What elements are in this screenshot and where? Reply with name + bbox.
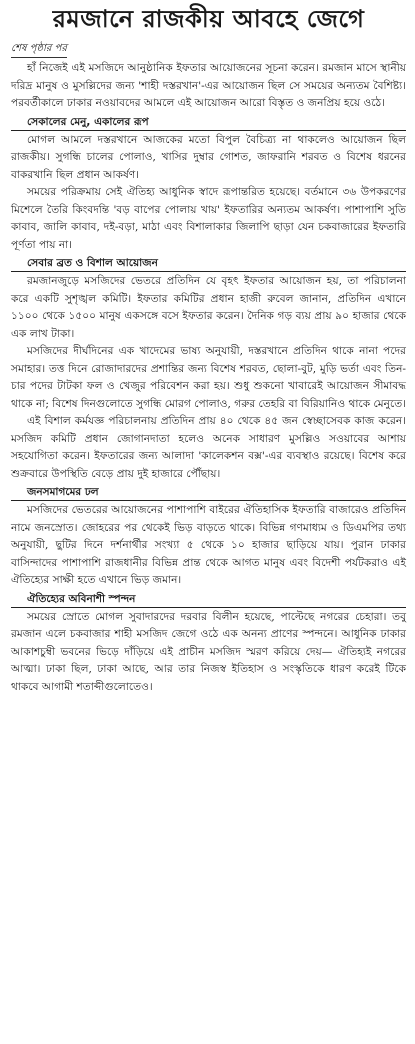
body-paragraph: মসজিদের দীর্ঘদিনের এক খাদেমের ভাষ্য অনুযায়ী, দস্তরখানে প্রতিদিন থাকে নানা পদের সমাহার। তত্ত দিনে রোজাদারদের প্রশান্তির জন্য বিশেষ শরবত, ছোলা-বুট, মুড়ি ভর্তা এবং তিন-চার পদের টাটকা ফল ও খেজুর পরিবেশন করা হয়। শুধু শুকনো খাবারেই আয়োজন সীমাবদ্ধ থাকে না; বিশেষ দিনগুলোতে সুগন্ধি মোরগ পোলাও, গরুর তেহরি বা বিরিয়ানিও থাকে মেনুতে। <box>11 345 406 410</box>
section-heading-heritage: ঐতিহ্যের অবিনাশী স্পন্দন <box>11 591 406 608</box>
article-headline: রমজানে রাজকীয় আবহে জেগে <box>52 5 365 33</box>
body-paragraph: সময়ের স্রোতে মোগল সুবাদারদের দরবার বিলীন হয়েছে, পাল্টেছে নগরের চেহারা। তবু রমজান এলে চকবাজার শাহী মসজিদ জেগে ওঠে এক অনন্য প্রাণের স্পন্দনে। আধুনিক ঢাকার আকাশচুম্বী ভবনের ভিড়ে দাঁড়িয়ে এই প্রাচীন মসজিদ স্মরণ করিয়ে দেয়— ঐতিহ্যই নগরের আত্মা। ঢাকা ছিল, ঢাকা আছে, আর তার নিজস্ব ইতিহাস ও সংস্কৃতিকে ধারণ করেই টিকে থাকবে আগামী শতাব্দীগুলোতেও। <box>11 610 406 693</box>
section-heading-service: সেবার ব্রত ও বিশাল আয়োজন <box>11 255 406 272</box>
body-paragraph: এই বিশাল কর্মযজ্ঞ পরিচালনায় প্রতিদিন প্রায় ৪০ থেকে ৪৫ জন স্বেচ্ছাসেবক কাজ করেন। মসজিদ কমিটি প্রধান জোগানদাতা হলেও অনেক সাধারণ মুসল্লিও সওয়াবের আশায় সহযোগিতা করেন। ইফতারের জন্য আলাদা 'কালেকশন বক্স'-এর ব্যবস্থাও রয়েছে। বিশেষ করে শুক্রবারে উপস্থিতি বেড়ে প্রায় দুই হাজারে পৌঁছায়। <box>11 415 406 480</box>
intro-paragraph: হাঁ নিজেই এই মসজিদে আনুষ্ঠানিক ইফতার আয়োজনের সূচনা করেন। রমজান মাসে স্থানীয় দরিদ্র মানুষ ও মুসল্লিদের জন্য 'শাহী দস্তরখান'-এর আয়োজন ছিল সে সময়ের অন্যতম বৈশিষ্ট্য। পরবর্তীকালে ঢাকার নওয়াবদের আমলে এই আয়োজন আরো বিস্তৃত ও জনপ্রিয় হয়ে ওঠে। <box>11 62 406 109</box>
continued-from-label: শেষ পৃষ্ঠার পর <box>11 42 67 58</box>
body-paragraph: মসজিদের ভেতরের আয়োজনের পাশাপাশি বাইরের ঐতিহাসিক ইফতারি বাজারেও প্রতিদিন নামে জনস্রোত। জোহরের পর থেকেই ভিড় বাড়তে থাকে। বিভিন্ন গণমাধ্যম ও ডিএমপির তথ্য অনুযায়ী, ছুটির দিনে দর্শনার্থীর সংখ্যা ৫ থেকে ১০ হাজার ছাড়িয়ে যায়। পুরান ঢাকার বাসিন্দাদের পাশাপাশি রাজধানীর বিভিন্ন প্রান্ত থেকে আগত মানুষ এবং বিদেশী পর্যটকরাও এই ঐতিহ্যের সাক্ষী হতে এখানে ভিড় জমান। <box>11 504 406 586</box>
body-paragraph: রমজানজুড়ে মসজিদের ভেতরে প্রতিদিন যে বৃহৎ ইফতার আয়োজন হয়, তা পরিচালনা করে একটি সুশৃঙ্খল কমিটি। ইফতার কমিটির প্রধান হাজী রুবেল জানান, প্রতিদিন এখানে ১১০০ থেকে ১৫০০ মানুষ একসঙ্গে বসে ইফতার করেন। দৈনিক গড় ব্যয় প্রায় ৯০ হাজার থেকে এক লাখ টাকা। <box>11 275 406 340</box>
body-paragraph: সময়ের পরিক্রমায় সেই ঐতিহ্য আধুনিক স্বাদে রূপান্তরিত হয়েছে। বর্তমানে ৩৬ উপকরণের মিশেলে তৈরি কিংবদন্তি 'বড় বাপের পোলায় খায়' ইফতারির অন্যতম আকর্ষণ। পাশাপাশি সুতি কাবাব, জালি কাবাব, দই-বড়া, মাঠা এবং বিশালাকার জিলাপি ছাড়া যেন চকবাজারের ইফতারি পূর্ণতা পায় না। <box>11 186 406 251</box>
section-heading-menu: সেকালের মেনু, একালের রূপ <box>11 114 406 131</box>
section-heading-crowd: জনসমাগমের ঢল <box>11 484 406 501</box>
body-paragraph: মোগল আমলে দস্তরখানে আজকের মতো বিপুল বৈচিত্র্য না থাকলেও আয়োজন ছিল রাজকীয়। সুগন্ধি চালের পোলাও, খাসির দুম্বার গোশত, জাফরানি শরবত ও বিশেষ ধরনের বাকরখানি ছিল প্রধান আকর্ষণ। <box>11 133 406 181</box>
